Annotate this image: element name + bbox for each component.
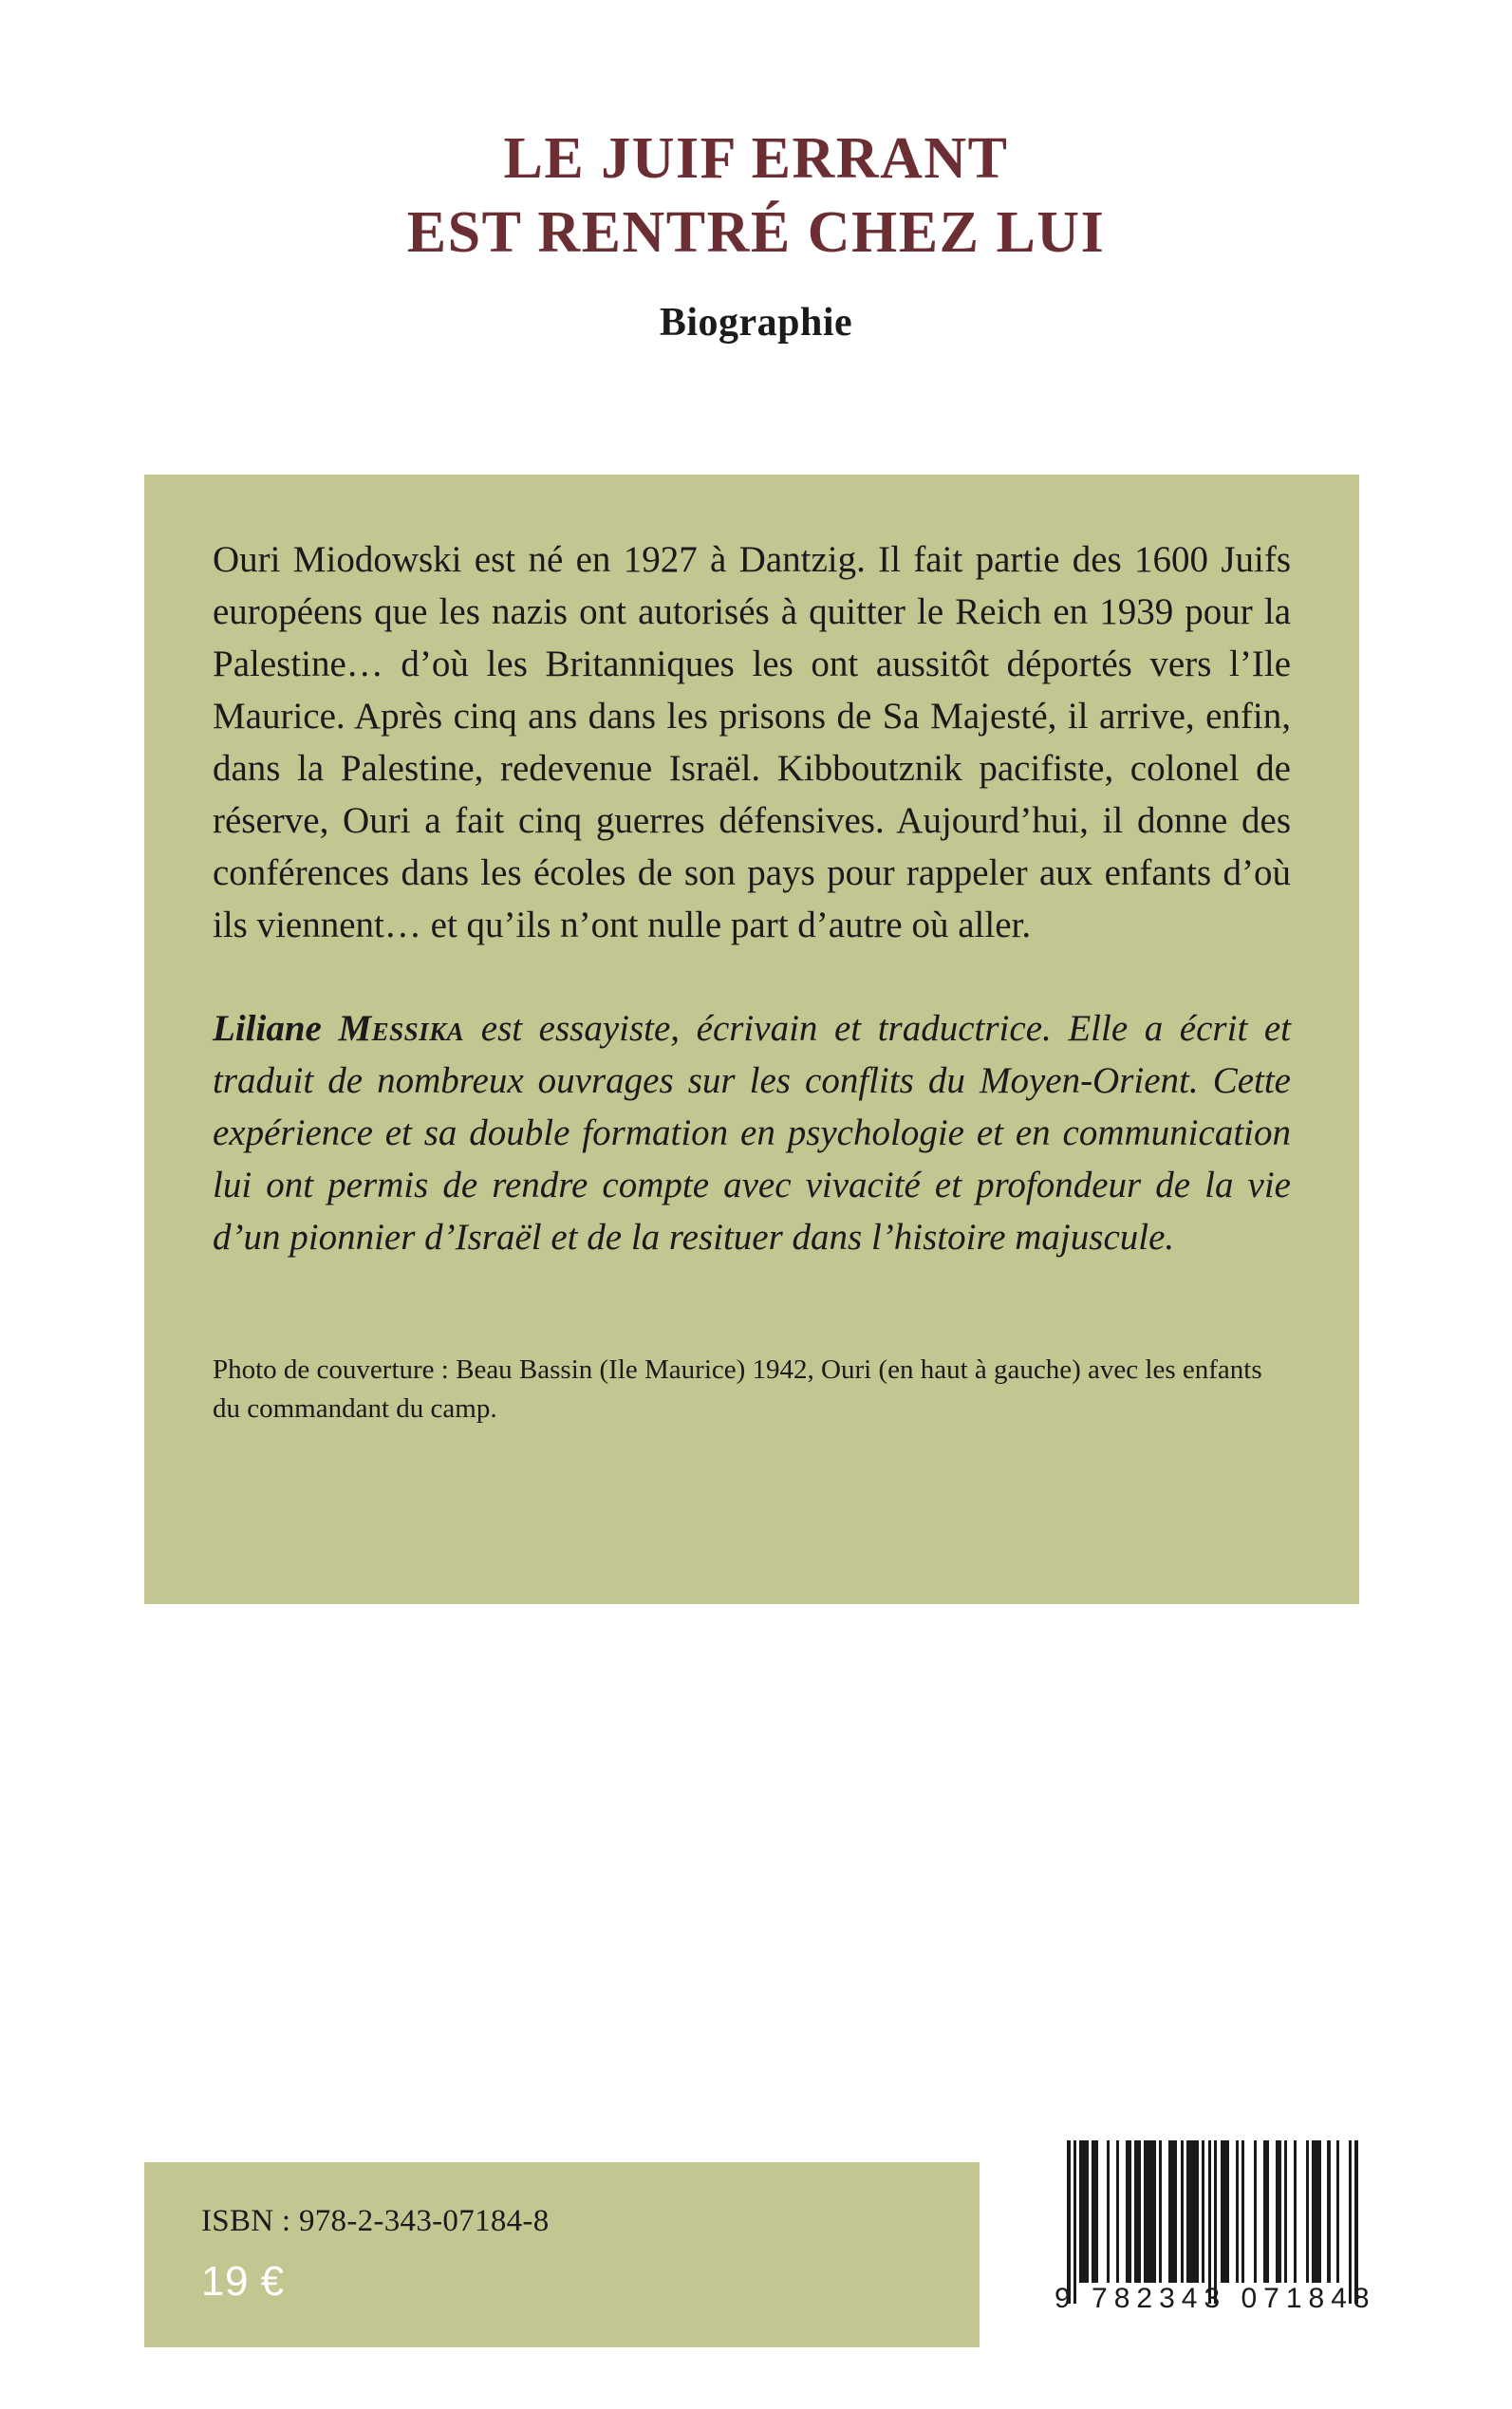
barcode-bar xyxy=(1214,2140,1217,2304)
barcode-bar xyxy=(1312,2140,1321,2283)
footer-panel xyxy=(144,2162,980,2347)
author-bio-text: est essayiste, écrivain et traductrice. Elle a écrit et traduit de nombreux ouvrages sur les conflits du Moyen-Orient. Cette expérience et sa double formation en psychologie et en communication lui ont permis de rendre compte avec vivacité et profondeur de la vie d’un pionnier d’Israël et de la resituer dans l’histoire majuscule. xyxy=(213,1008,1292,1258)
blurb-paragraph-author xyxy=(213,1002,1291,1263)
title-block xyxy=(0,121,1512,347)
book-title-line-1: LE JUIF ERRANT xyxy=(503,126,1009,191)
book-subtitle: Biographie xyxy=(659,301,853,345)
author-first-name: Liliane xyxy=(213,1008,322,1049)
barcode-digits: 9 782343 071848 xyxy=(1055,2283,1376,2314)
isbn-label: ISBN : 978-2-343-07184-8 xyxy=(201,2204,550,2238)
barcode-bar xyxy=(1168,2140,1178,2283)
barcode-bar xyxy=(1221,2140,1230,2283)
author-last-name: Messika xyxy=(338,1008,465,1049)
barcode xyxy=(1049,2140,1376,2363)
barcode-bar xyxy=(1327,2140,1330,2283)
barcode-bar xyxy=(1186,2140,1199,2283)
price-label: 19 € xyxy=(201,2258,285,2305)
barcode-bar xyxy=(1254,2140,1257,2283)
barcode-bar xyxy=(1126,2140,1131,2283)
barcode-bar xyxy=(1092,2140,1097,2283)
author-name-space xyxy=(322,1008,339,1049)
barcode-bars xyxy=(1049,2140,1376,2304)
blurb-panel xyxy=(144,475,1359,1604)
barcode-bar xyxy=(1263,2140,1269,2283)
barcode-bar xyxy=(1276,2140,1281,2283)
barcode-bar xyxy=(1181,2140,1184,2283)
barcode-bar xyxy=(1116,2140,1119,2283)
barcode-bar xyxy=(1349,2140,1352,2304)
barcode-bar xyxy=(1073,2140,1076,2304)
barcode-bar xyxy=(1144,2140,1156,2283)
barcode-bar xyxy=(1107,2140,1110,2283)
barcode-bar xyxy=(1336,2140,1339,2283)
barcode-bar xyxy=(1134,2140,1140,2283)
barcode-bar xyxy=(1284,2140,1287,2283)
barcode-bar xyxy=(1079,2140,1089,2283)
barcode-bar xyxy=(1306,2140,1309,2283)
barcode-bar xyxy=(1067,2140,1070,2304)
barcode-bar xyxy=(1208,2140,1211,2304)
barcode-bar xyxy=(1236,2140,1239,2283)
barcode-bar xyxy=(1354,2140,1357,2304)
barcode-bar xyxy=(1202,2140,1204,2283)
photo-credit: Photo de couverture : Beau Bassin (Ile Maurice) 1942, Ouri (en haut à gauche) avec les enfants du commandant du camp. xyxy=(213,1354,1262,1424)
blurb-paragraph-subject: Ouri Miodowski est né en 1927 à Dantzig. Il fait partie des 1600 Juifs européens que les nazis ont autorisés à quitter le Reich en 1939 pour la Palestine… d’où les Britanniques les ont aussitôt déportés vers l’Ile Maurice. Après cinq ans dans les prisons de Sa Majesté, il arrive, enfin, dans la Palestine, redevenue Israël. Kibboutznik pacifiste, colonel de réserve, Ouri a fait cinq guerres défensives. Aujourd’hui, il donne des conférences dans les écoles de son pays pour rappeler aux enfants d’où ils viennent… et qu’ils n’ont nulle part d’autre où aller. xyxy=(213,539,1291,945)
book-title-line-2: EST RENTRÉ CHEZ LUI xyxy=(406,200,1106,265)
barcode-bar xyxy=(1241,2140,1244,2283)
barcode-bar xyxy=(1159,2140,1162,2283)
barcode-bar xyxy=(1294,2140,1297,2283)
